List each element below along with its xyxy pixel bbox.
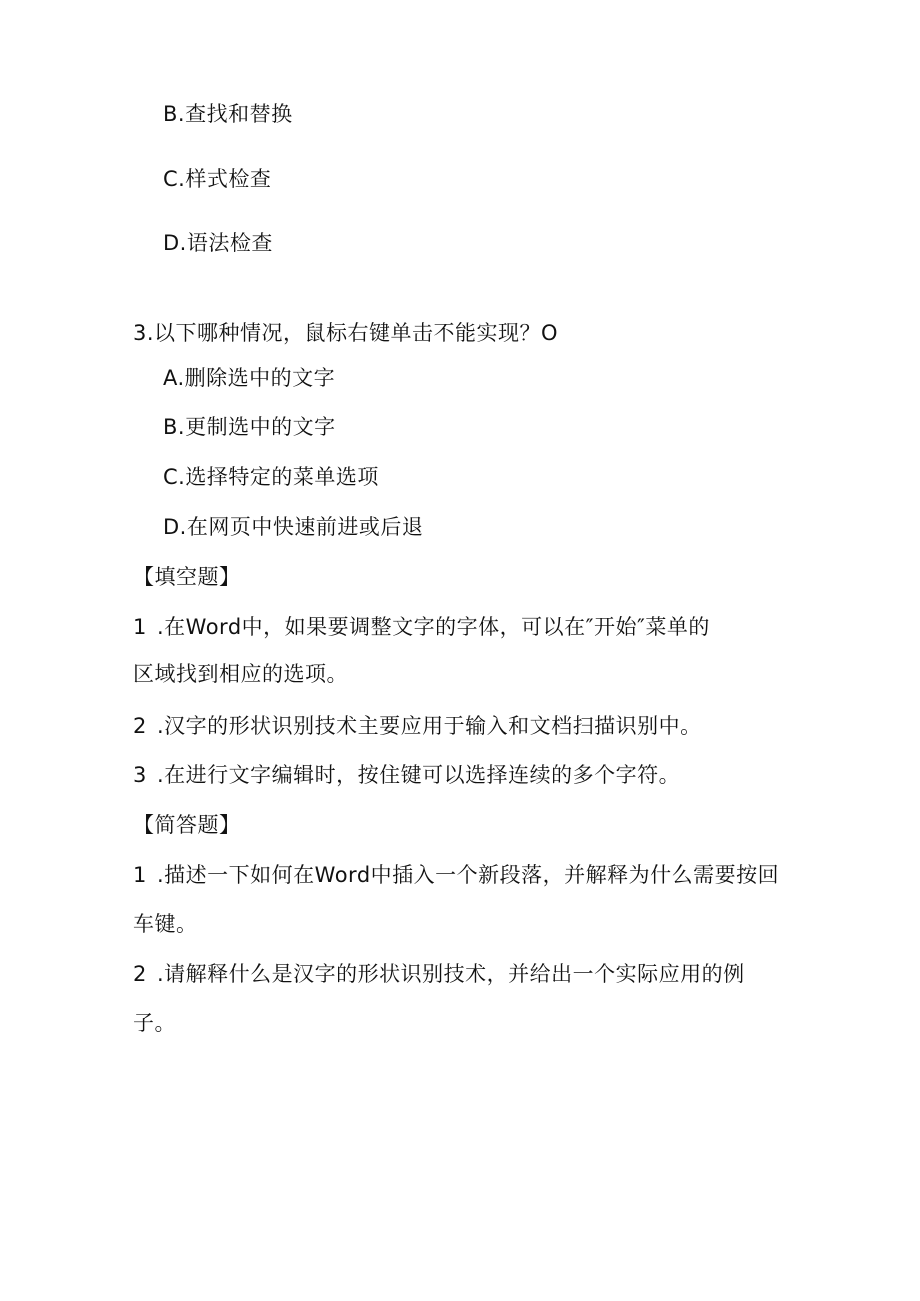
fill-blank-item-1-continuation: 区域找到相应的选项。: [133, 662, 348, 686]
q3-option-b: B.更制选中的文字: [163, 415, 336, 439]
short-answer-item-2: [133, 961, 745, 987]
q3-option-d: D.在网页中快速前进或后退: [163, 515, 424, 539]
item-number: 1: [133, 615, 147, 639]
short-answer-item-1-continuation: 车键。: [133, 912, 198, 936]
q3-stem: 3.以下哪种情况，鼠标右键单击不能实现？O: [133, 321, 559, 345]
short-answer-heading: 【简答题】: [133, 813, 241, 837]
item-number: 1: [133, 863, 147, 887]
item-text: .请解释什么是汉字的形状识别技术，并给出一个实际应用的例: [157, 962, 745, 986]
q3-option-a: A.删除选中的文字: [163, 366, 336, 390]
fill-blank-heading: 【填空题】: [133, 565, 241, 589]
q3-option-c: C.选择特定的菜单选项: [163, 465, 379, 489]
short-answer-item-1: [133, 862, 779, 888]
item-text: .描述一下如何在Word中插入一个新段落，并解释为什么需要按回: [157, 863, 780, 887]
item-text: .在Word中，如果要调整文字的字体，可以在″开始″菜单的: [157, 615, 710, 639]
q2-option-b: B.查找和替换: [163, 102, 293, 126]
q2-option-d: D.语法检查: [163, 231, 273, 255]
short-answer-item-2-continuation: 子。: [133, 1011, 176, 1035]
item-number: 3: [133, 763, 147, 787]
item-text: .汉字的形状识别技术主要应用于输入和文档扫描识别中。: [157, 714, 702, 738]
q2-option-c: C.样式检查: [163, 167, 272, 191]
fill-blank-item-1: [133, 614, 710, 640]
fill-blank-item-3: [133, 762, 680, 788]
item-number: 2: [133, 714, 147, 738]
item-text: .在进行文字编辑时，按住键可以选择连续的多个字符。: [157, 763, 681, 787]
fill-blank-item-2: [133, 713, 702, 739]
item-number: 2: [133, 962, 147, 986]
